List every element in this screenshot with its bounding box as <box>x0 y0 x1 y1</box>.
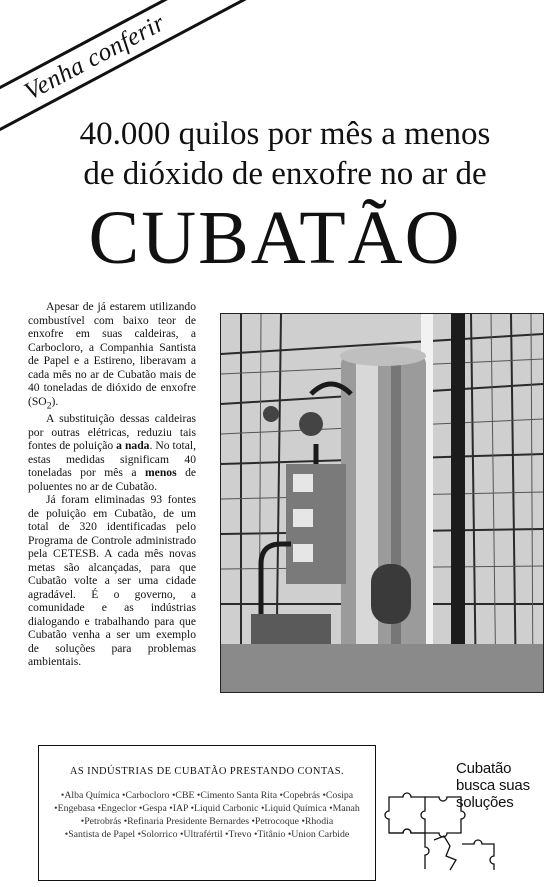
company-name: • Gespa <box>139 803 167 814</box>
company-name: • Cosipa <box>322 790 353 801</box>
company-name: • Carbocloro <box>122 790 170 801</box>
puzzle-pieces-icon <box>384 782 504 872</box>
company-name: • Engeclor <box>98 803 137 814</box>
company-name: • IAP <box>169 803 188 814</box>
company-name: • Trevo <box>225 829 252 840</box>
industrial-boiler-photo <box>220 313 544 693</box>
company-name: • Alba Química <box>61 790 120 801</box>
paragraph-3: Já foram eliminadas 93 fontes de poluição em Cubatão, de um total de 320 identificadas pelo Programa de Controle administrado pela CETESB. A cada mês novas metas são alcançadas, para que Cubatão volte a ser uma cidade agradável. É o governo, a comunidade e as indústrias dialogando e trabalhando para que Cubatão venha a ser um exemplo de soluções para problemas ambientais. <box>28 493 196 669</box>
company-name: • Copebrás <box>280 790 320 801</box>
logo-line-1: Cubatão <box>456 760 512 777</box>
company-name: • Cimento Santa Rita <box>197 790 277 801</box>
company-name: • Engebasa <box>54 803 95 814</box>
company-name: • Liquid Química <box>261 803 327 814</box>
article-body <box>28 300 196 669</box>
headline-line-1: 40.000 quilos por mês a menos <box>79 116 491 152</box>
company-name: • Titânio <box>254 829 285 840</box>
boiler-illustration <box>221 314 543 692</box>
company-name: • CBE <box>172 790 195 801</box>
logo-line-2: busca suas <box>456 777 530 794</box>
company-name: • Ultrafértil <box>180 829 223 840</box>
company-name: • Petrobrás <box>81 816 121 827</box>
paragraph-2: A substituição dessas caldeiras por outras elétricas, reduziu tais fontes de poluição a nada. No total, estas medidas significam 40 toneladas por mês a menos de poluentes no ar de Cubatão. <box>28 412 197 493</box>
company-name: • Liquid Carbonic <box>191 803 259 814</box>
headline-line-2: de dióxido de enxofre no ar de <box>83 156 487 192</box>
company-name: • Rhodia <box>301 816 333 827</box>
banner-text: Venha conferir <box>20 9 170 106</box>
box-title: AS INDÚSTRIAS DE CUBATÃO PRESTANDO CONTAS. <box>69 766 345 777</box>
company-name: • Refinaria Presidente Bernardes <box>124 816 249 827</box>
city-title: CUBATÃO <box>88 196 462 280</box>
company-name: • Union Carbide <box>288 829 349 840</box>
company-name: • Santista de Papel <box>65 829 135 840</box>
company-name: • Petrocoque <box>251 816 299 827</box>
logo-line-3: soluções <box>456 794 514 811</box>
campaign-logo <box>384 760 544 880</box>
companies-box <box>38 745 376 881</box>
paragraph-1: Apesar de já estarem utilizando combustível com baixo teor de enxofre em suas caldeiras, a Carbocloro, a Companhia Santista de Papel e a Estireno, liberavam a cada mês no ar de Cubatão mais de 40 toneladas de dióxido de enxofre $(SO_2)$. <box>28 300 196 411</box>
company-name: • Solorrico <box>138 829 178 840</box>
headline <box>30 114 540 194</box>
company-name: • Manah <box>329 803 360 814</box>
company-list <box>51 789 363 841</box>
